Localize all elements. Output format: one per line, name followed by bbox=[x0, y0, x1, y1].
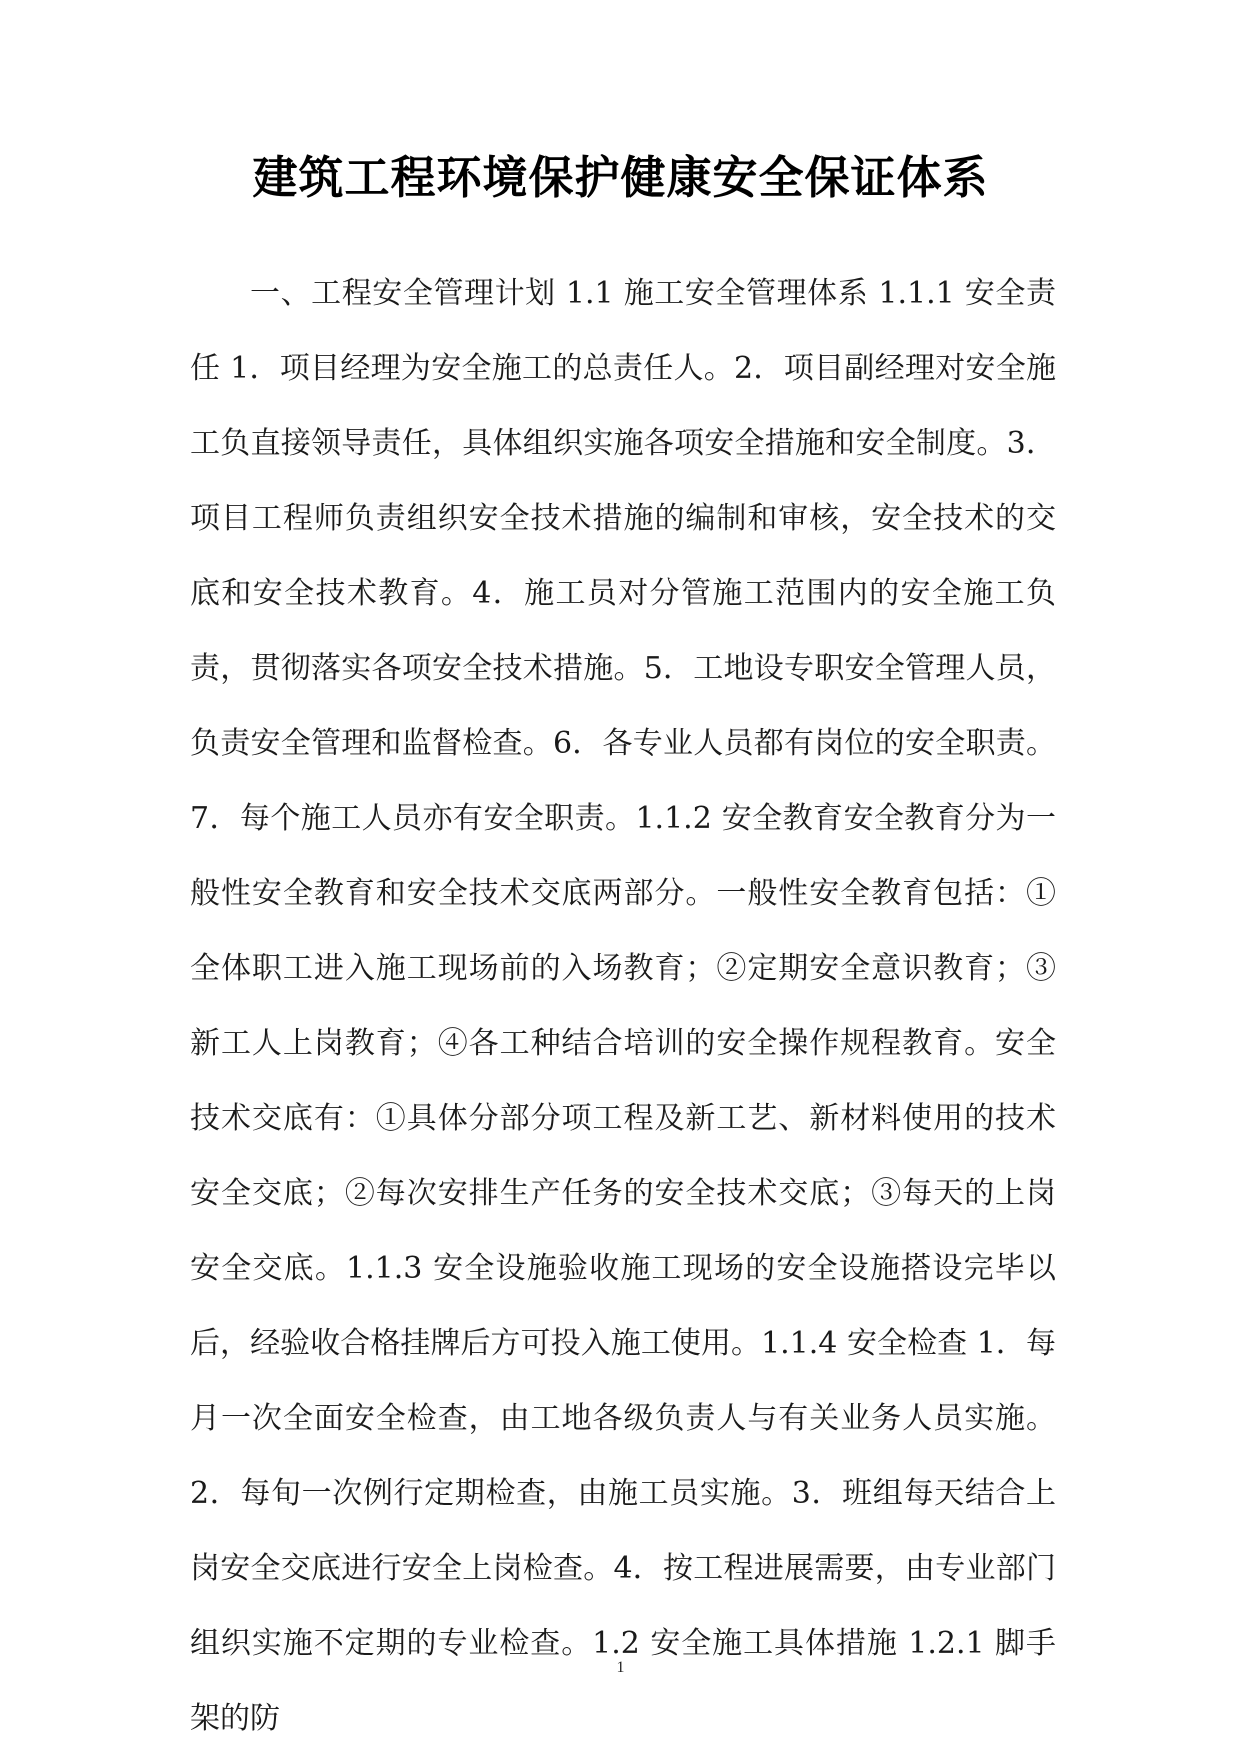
page-number: 1 bbox=[616, 1659, 625, 1676]
document-title: 建筑工程环境保护健康安全保证体系 bbox=[252, 151, 989, 204]
body-paragraph: 一、工程安全管理计划 1.1 施工安全管理体系 1.1.1 安全责任 1．项目经理为安全施工的总责任人。2．项目副经理对安全施工负直接领导责任，具体组织实施各项安全措施和安全制度。3．项目工程师负责组织安全技术措施的编制和审核，安全技术的交底和安全技术教育。4．施工员对分管施工范围内的安全施工负责，贯彻落实各项安全技术措施。5．工地设专职安全管理人员，负责安全管理和监督检查。6．各专业人员都有岗位的安全职责。7．每个施工人员亦有安全职责。1.1.2 安全教育安全教育分为一般性安全教育和安全技术交底两部分。一般性安全教育包括：①全体职工进入施工现场前的入场教育；②定期安全意识教育；③新工人上岗教育；④各工种结合培训的安全操作规程教育。安全技术交底有：①具体分部分项工程及新工艺、新材料使用的技术安全交底；②每次安排生产任务的安全技术交底；③每天的上岗安全交底。1.1.3 安全设施验收施工现场的安全设施搭设完毕以后，经验收合格挂牌后方可投入施工使用。1.1.4 安全检查 1．每月一次全面安全检查，由工地各级负责人与有关业务人员实施。2．每旬一次例行定期检查，由施工员实施。3．班组每天结合上岗安全交底进行安全上岗检查。4．按工程进展需要，由专业部门组织实施不定期的专业检查。1.2 安全施工具体措施 1.2.1 脚手架的防 bbox=[190, 276, 1056, 1736]
